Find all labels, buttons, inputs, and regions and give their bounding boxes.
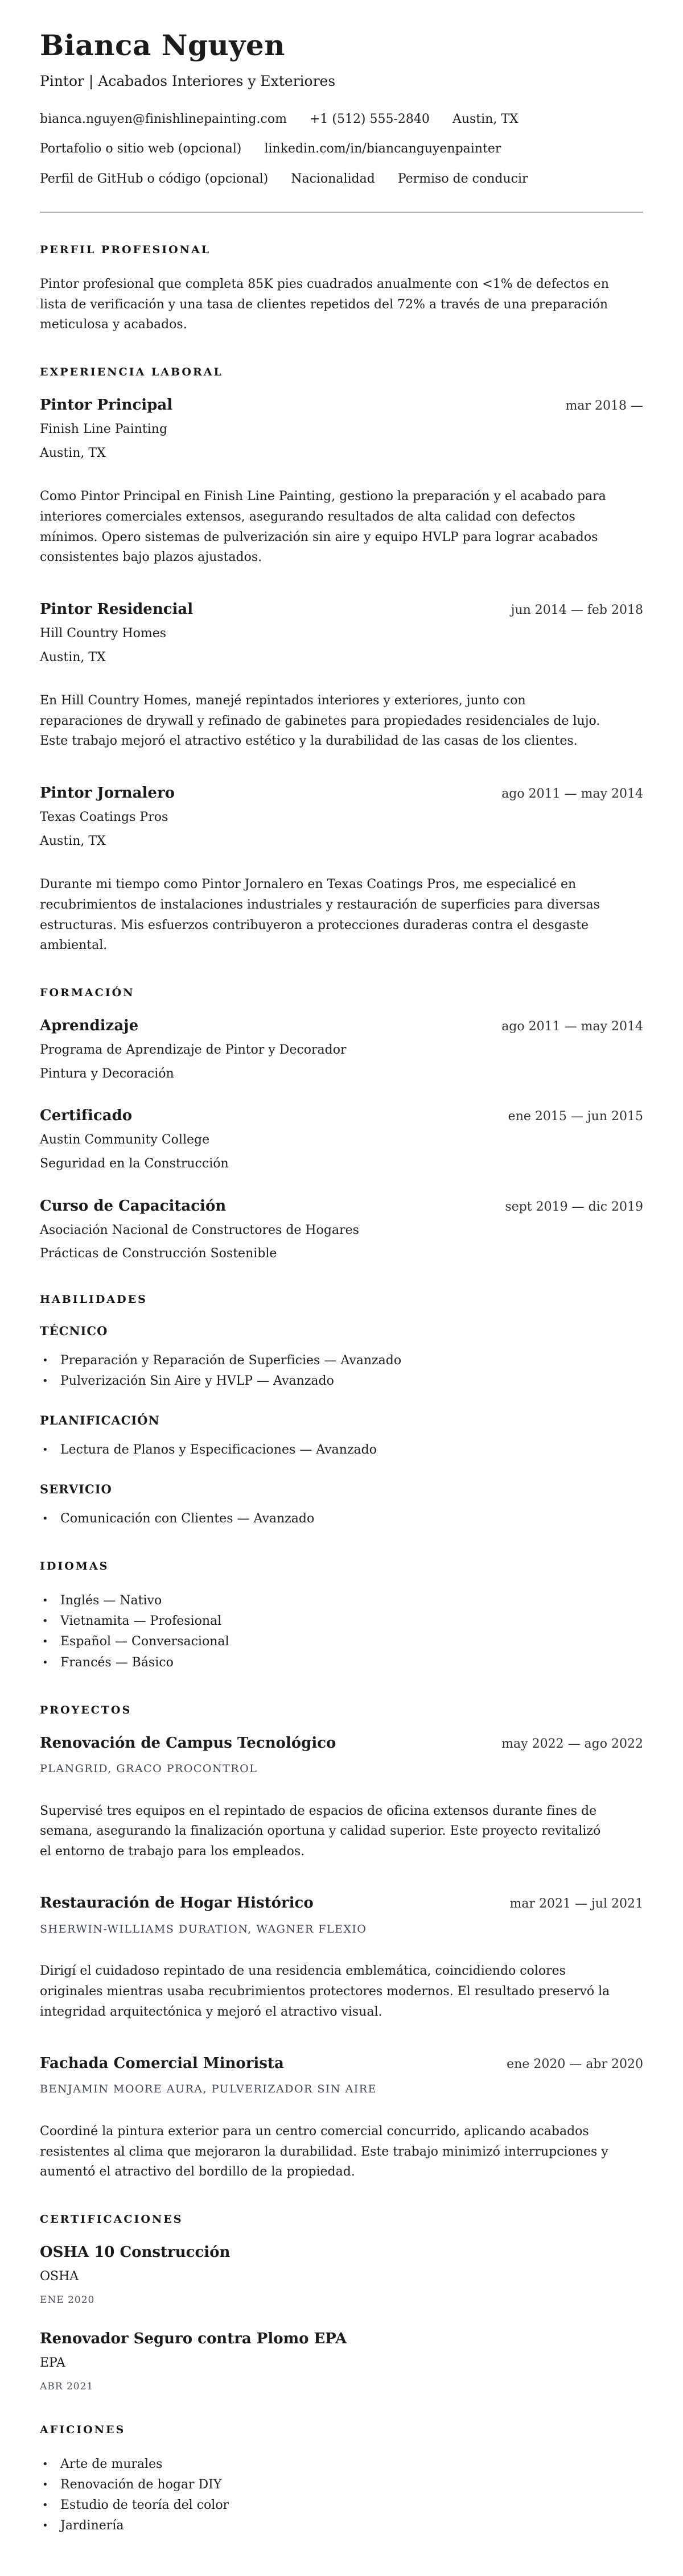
job-company: Texas Coatings Pros — [40, 810, 168, 825]
education-org: Austin Community College — [40, 1133, 210, 1147]
certification-entry — [40, 2244, 643, 2306]
education-title: Certificado — [40, 1107, 133, 1125]
education-org: Programa de Aprendizaje de Pintor y Decorador — [40, 1043, 347, 1058]
job-company: Hill Country Homes — [40, 626, 167, 641]
hobby-item: • Arte de murales — [40, 2454, 643, 2475]
job-description: Durante mi tiempo como Pintor Jornalero en Texas Coatings Pros, me especialicé en recubrimientos de instalaciones industriales y restauración de superficies para diversas estructuras. Mis esfuerzos contribuyeron a protecciones duraderas contra el desgaste ambiental. — [40, 877, 600, 953]
email-text: bianca.nguyen@finishlinepainting.com — [40, 112, 287, 126]
page-title: Bianca Nguyen — [40, 28, 285, 62]
certification-date: ENE 2020 — [40, 2294, 95, 2306]
language-item: • Español — Conversacional — [40, 1632, 643, 1652]
section-profile — [40, 243, 643, 335]
education-entry — [40, 1107, 643, 1172]
certification-date: ABR 2021 — [40, 2380, 94, 2392]
section-experience — [40, 366, 643, 956]
phone-text: +1 (512) 555-2840 — [309, 112, 430, 126]
skill-list-servicio — [40, 1509, 643, 1529]
education-field: Pintura y Decoración — [40, 1066, 174, 1081]
portfolio-text: Portafolio o sitio web (opcional) — [40, 142, 242, 156]
section-heading-education: FORMACIÓN — [40, 986, 135, 999]
section-heading-hobbies: AFICIONES — [40, 2423, 126, 2436]
project-title: Restauración de Hogar Histórico — [40, 1894, 314, 1912]
job-location: Austin, TX — [40, 445, 106, 460]
project-tools: SHERWIN-WILLIAMS DURATION, WAGNER FLEXIO — [40, 1922, 367, 1935]
project-entry — [40, 1735, 643, 1862]
education-field: Prácticas de Construcción Sostenible — [40, 1246, 277, 1261]
project-description: Supervisé tres equipos en el repintado de espacios de oficina extensos durante fines de semana, asegurando la finalización oportuna y calidad superior. Este proyecto revitalizó el entorno de trabajo para los empleados. — [40, 1803, 601, 1859]
hobby-item: • Renovación de hogar DIY — [40, 2475, 643, 2495]
education-entry-head — [40, 1198, 643, 1215]
job-dates: ago 2011 — may 2014 — [501, 787, 643, 801]
project-dates: ene 2020 — abr 2020 — [507, 2057, 643, 2072]
job-dates: mar 2018 — — [565, 398, 643, 413]
hobby-list — [40, 2454, 643, 2536]
education-title: Aprendizaje — [40, 1017, 139, 1034]
section-heading-skills: HABILIDADES — [40, 1293, 147, 1306]
job-title: Pintor Residencial — [40, 600, 194, 618]
header — [40, 30, 643, 213]
job-headline: Pintor | Acabados Interiores y Exteriores — [40, 73, 336, 89]
github-text: Perfil de GitHub o código (opcional) — [40, 171, 269, 186]
certification-entry — [40, 2330, 643, 2393]
job-description: Como Pintor Principal en Finish Line Painting, gestiono la preparación y el acabado para interiores comerciales extensos, asegurando resultados de alta calidad con defectos mínimos. Opero sistemas de pulverización sin aire y equipo HVLP para lograr acabados consistentes bajo plazos ajustados. — [40, 489, 606, 565]
language-list — [40, 1591, 643, 1673]
language-item: • Inglés — Nativo — [40, 1591, 643, 1611]
project-entry-head — [40, 1735, 643, 1752]
education-field: Seguridad en la Construcción — [40, 1157, 229, 1171]
skill-item: • Lectura de Planos y Especificaciones — Avanzado — [40, 1440, 643, 1460]
header-divider — [40, 212, 643, 213]
job-company: Finish Line Painting — [40, 422, 168, 437]
profile-summary: Pintor profesional que completa 85K pies cuadrados anualmente con <1% de defectos en lista de verificación y una tasa de clientes repetidos del 72% a través de una preparación meticulosa y acabados. — [40, 277, 609, 332]
job-entry-head — [40, 785, 643, 802]
job-entry-head — [40, 397, 643, 414]
project-title: Renovación de Campus Tecnológico — [40, 1734, 336, 1752]
skill-group-servicio: SERVICIO — [40, 1482, 112, 1497]
contact-row-3 — [40, 171, 643, 187]
certification-org: EPA — [40, 2355, 65, 2370]
education-dates: sept 2019 — dic 2019 — [505, 1199, 643, 1214]
language-item: • Francés — Básico — [40, 1653, 643, 1673]
job-dates: jun 2014 — feb 2018 — [511, 602, 643, 617]
language-item: • Vietnamita — Profesional — [40, 1611, 643, 1632]
section-heading-experience: EXPERIENCIA LABORAL — [40, 365, 223, 378]
project-entry-head — [40, 2055, 643, 2073]
linkedin-text: linkedin.com/in/biancanguyenpainter — [264, 142, 501, 156]
education-entry-head — [40, 1017, 643, 1035]
certification-title: Renovador Seguro contra Plomo EPA — [40, 2330, 347, 2347]
section-languages — [40, 1560, 643, 1673]
certification-title: OSHA 10 Construcción — [40, 2243, 231, 2261]
skill-group-tecnico: TÉCNICO — [40, 1324, 108, 1338]
project-description: Coordiné la pintura exterior para un centro comercial concurrido, aplicando acabados resistentes al clima que mejoraron la durabilidad. Este trabajo minimizó interrupciones y aumentó el atractivo del bordillo de la propiedad. — [40, 2124, 608, 2179]
skill-list-planificacion — [40, 1440, 643, 1460]
hobby-item: • Jardinería — [40, 2516, 643, 2536]
job-entry — [40, 785, 643, 956]
section-heading-languages: IDIOMAS — [40, 1560, 109, 1573]
education-entry-head — [40, 1107, 643, 1125]
education-title: Curso de Capacitación — [40, 1197, 227, 1215]
section-certifications — [40, 2213, 643, 2393]
section-skills — [40, 1293, 643, 1529]
education-dates: ago 2011 — may 2014 — [501, 1019, 643, 1034]
skill-item: • Preparación y Reparación de Superficies — Avanzado — [40, 1351, 643, 1371]
section-hobbies — [40, 2424, 643, 2536]
skill-group-planificacion: PLANIFICACIÓN — [40, 1413, 160, 1428]
education-dates: ene 2015 — jun 2015 — [508, 1109, 643, 1124]
project-entry-head — [40, 1894, 643, 1912]
skill-item: • Pulverización Sin Aire y HVLP — Avanzado — [40, 1371, 643, 1392]
job-description: En Hill Country Homes, manejé repintados interiores y exteriores, junto con reparaciones de drywall y refinado de gabinetes para propiedades residenciales de lujo. Este trabajo mejoró el atractivo estético y la durabilidad de las casas de los clientes. — [40, 693, 600, 749]
education-entry — [40, 1017, 643, 1082]
education-entry — [40, 1198, 643, 1262]
project-dates: may 2022 — ago 2022 — [501, 1736, 643, 1751]
job-title: Pintor Principal — [40, 396, 173, 414]
job-location: Austin, TX — [40, 650, 106, 664]
job-location: Austin, TX — [40, 833, 106, 848]
section-heading-projects: PROYECTOS — [40, 1703, 132, 1716]
project-tools: BENJAMIN MOORE AURA, PULVERIZADOR SIN AIRE — [40, 2083, 377, 2096]
section-heading-certifications: CERTIFICACIONES — [40, 2212, 183, 2226]
project-description: Dirigí el cuidadoso repintado de una residencia emblemática, coincidiendo colores originales mientras usaba recubrimientos protectores modernos. El resultado preservó la integridad arquitectónica y mejoró el atractivo visual. — [40, 1964, 610, 2019]
driving-permit-text: Permiso de conducir — [397, 171, 528, 186]
project-tools: PLANGRID, GRACO PROCONTROL — [40, 1762, 258, 1775]
skill-item: • Comunicación con Clientes — Avanzado — [40, 1509, 643, 1529]
project-entry — [40, 1894, 643, 2022]
job-entry-head — [40, 601, 643, 618]
section-education — [40, 986, 643, 1262]
job-title: Pintor Jornalero — [40, 785, 175, 802]
certification-org: OSHA — [40, 2269, 79, 2284]
resume-document — [40, 30, 643, 2536]
project-dates: mar 2021 — jul 2021 — [509, 1897, 643, 1912]
education-org: Asociación Nacional de Constructores de Hogares — [40, 1223, 359, 1237]
job-entry — [40, 397, 643, 568]
contact-row-1 — [40, 112, 643, 127]
location-text: Austin, TX — [452, 112, 519, 126]
skill-list-tecnico — [40, 1351, 643, 1392]
project-entry — [40, 2055, 643, 2182]
nationality-text: Nacionalidad — [291, 171, 375, 186]
hobby-item: • Estudio de teoría del color — [40, 2495, 643, 2516]
project-title: Fachada Comercial Minorista — [40, 2055, 284, 2073]
contact-row-2 — [40, 141, 643, 157]
job-entry — [40, 601, 643, 752]
section-heading-profile: PERFIL PROFESIONAL — [40, 243, 211, 256]
section-projects — [40, 1704, 643, 2182]
